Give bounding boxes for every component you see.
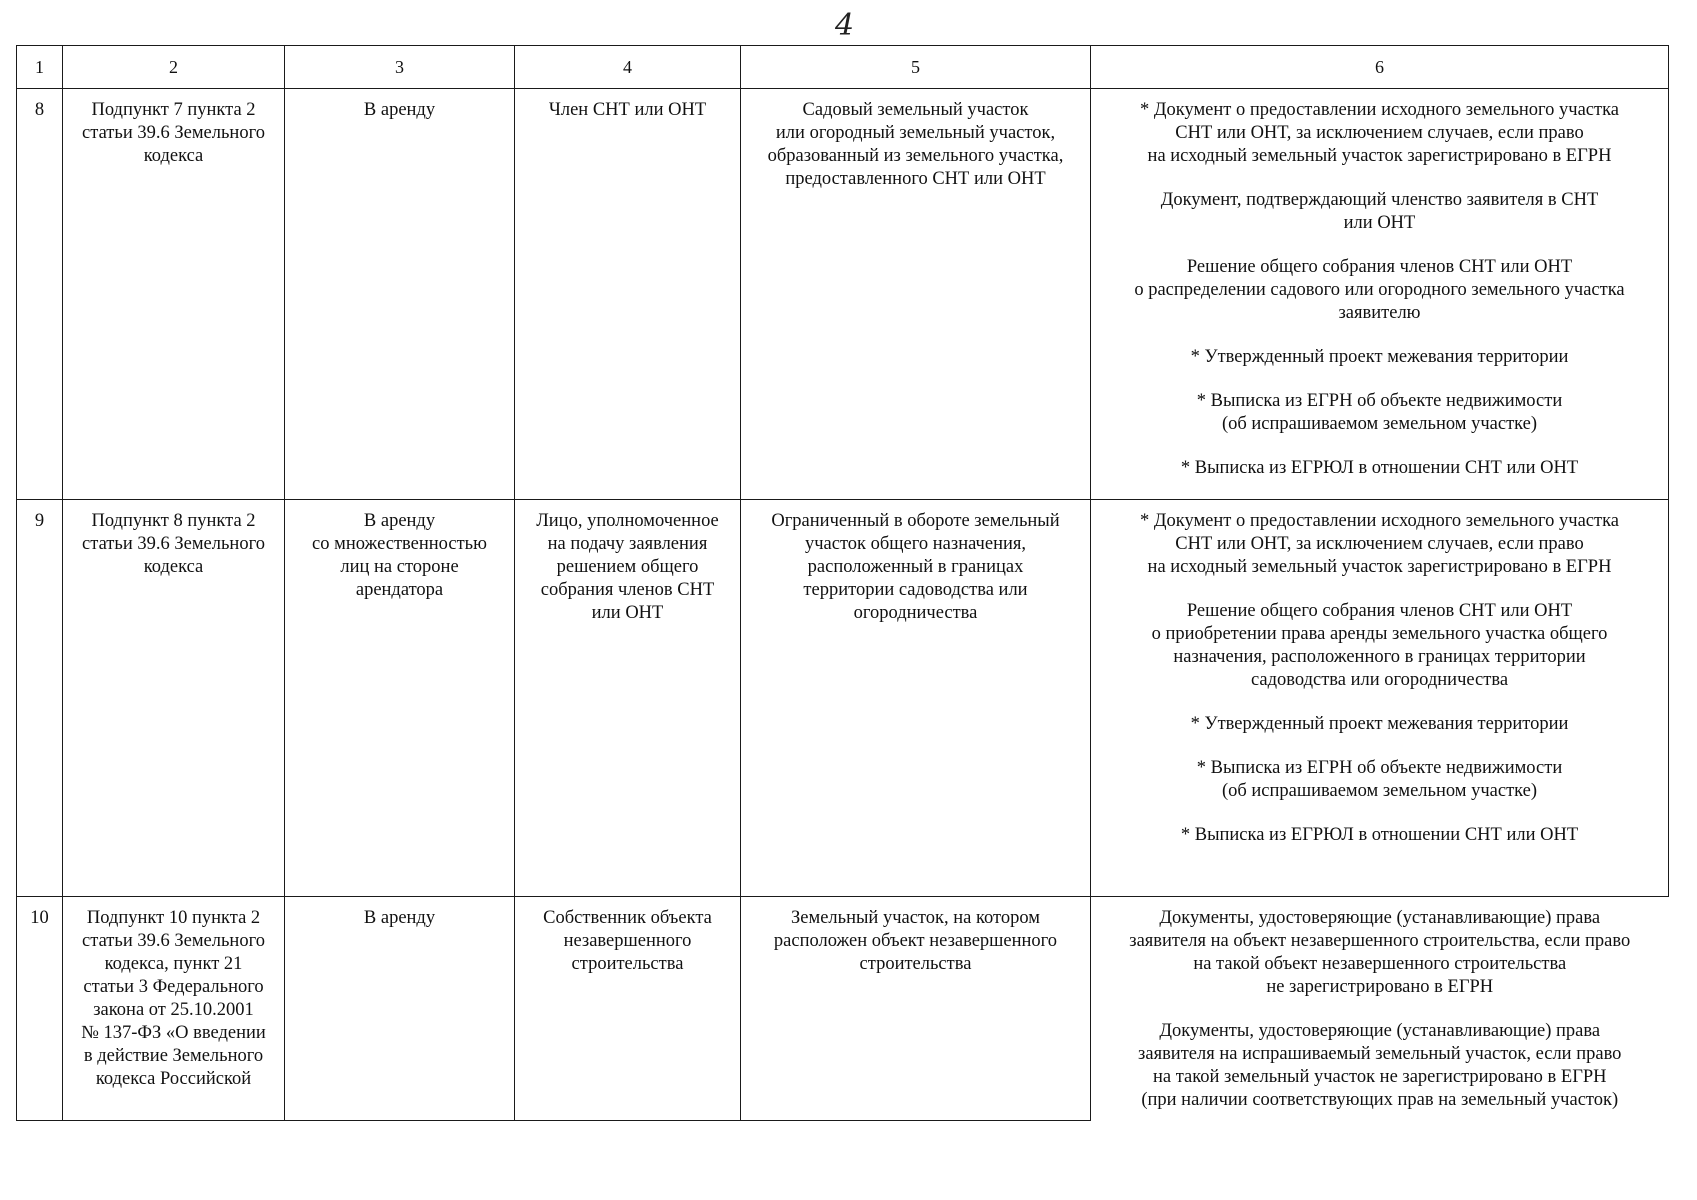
land-plot-cell: Ограниченный в обороте земельный участок общего назначения, расположенный в границах территории садоводства или огородничества xyxy=(741,500,1091,897)
document-item: * Документ о предоставлении исходного земельного участка СНТ или ОНТ, за исключением случаев, если право на исходный земельный участок зарегистрировано в ЕГРН xyxy=(1139,100,1620,166)
document-item: Решение общего собрания членов СНТ или ОНТ о приобретении права аренды земельного участка общего назначения, расположенного в границах территории садоводства или огородничества xyxy=(1151,601,1608,690)
legal-basis-cell: Подпункт 8 пункта 2 статьи 39.6 Земельного кодекса xyxy=(63,500,285,897)
document-table xyxy=(16,45,1669,1121)
documents-cell xyxy=(1091,89,1669,500)
land-plot-cell: Земельный участок, на котором расположен объект незавершенного строительства xyxy=(741,897,1091,1121)
column-header: 3 xyxy=(285,46,515,89)
row-number: 8 xyxy=(17,89,63,500)
applicant-cell: Член СНТ или ОНТ xyxy=(515,89,741,500)
table-row xyxy=(17,89,1669,500)
right-type-cell: В аренду со множественностью лиц на стороне арендатора xyxy=(285,500,515,897)
document-item: * Утвержденный проект межевания территории xyxy=(1190,714,1569,734)
document-item: * Документ о предоставлении исходного земельного участка СНТ или ОНТ, за исключением случаев, если право на исходный земельный участок зарегистрировано в ЕГРН xyxy=(1139,511,1620,577)
applicant-cell: Лицо, уполномоченное на подачу заявления решением общего собрания членов СНТ или ОНТ xyxy=(515,500,741,897)
document-item: * Выписка из ЕГРЮЛ в отношении СНТ или ОНТ xyxy=(1180,825,1579,845)
table-row xyxy=(17,897,1669,1121)
right-type-cell: В аренду xyxy=(285,89,515,500)
column-header: 1 xyxy=(17,46,63,89)
right-type-cell: В аренду xyxy=(285,897,515,1121)
row-number: 10 xyxy=(17,897,63,1121)
document-item: Решение общего собрания членов СНТ или ОНТ о распределении садового или огородного земельного участка заявителю xyxy=(1134,257,1625,323)
documents-cell xyxy=(1091,500,1669,897)
land-plot-cell: Садовый земельный участок или огородный земельный участок, образованный из земельного участка, предоставленного СНТ или ОНТ xyxy=(741,89,1091,500)
column-header: 2 xyxy=(63,46,285,89)
document-item: Документы, удостоверяющие (устанавливающие) права заявителя на испрашиваемый земельный участок, если право на такой земельный участок не зарегистрировано в ЕГРН (при наличии соответствующих прав на земельный участок) xyxy=(1138,1021,1622,1110)
row-number: 9 xyxy=(17,500,63,897)
document-item: * Выписка из ЕГРЮЛ в отношении СНТ или ОНТ xyxy=(1180,458,1579,478)
header-row xyxy=(17,46,1669,89)
document-item: Документы, удостоверяющие (устанавливающие) права заявителя на объект незавершенного строительства, если право на такой объект незавершенного строительства не зарегистрировано в ЕГРН xyxy=(1129,908,1631,997)
document-item: * Выписка из ЕГРН об объекте недвижимости (об испрашиваемом земельном участке) xyxy=(1196,758,1563,801)
column-header: 6 xyxy=(1091,46,1669,89)
document-item: * Выписка из ЕГРН об объекте недвижимости (об испрашиваемом земельном участке) xyxy=(1196,391,1563,434)
documents-cell xyxy=(1091,897,1669,1121)
column-header: 4 xyxy=(515,46,741,89)
legal-basis-cell: Подпункт 10 пункта 2 статьи 39.6 Земельного кодекса, пункт 21 статьи 3 Федерального закона от 25.10.2001 № 137-ФЗ «О введении в действие Земельного кодекса Российской xyxy=(63,897,285,1121)
document-item: * Утвержденный проект межевания территории xyxy=(1190,347,1569,367)
applicant-cell: Собственник объекта незавершенного строительства xyxy=(515,897,741,1121)
document-item: Документ, подтверждающий членство заявителя в СНТ или ОНТ xyxy=(1160,190,1599,233)
page-number: 4 xyxy=(835,8,855,43)
column-header: 5 xyxy=(741,46,1091,89)
legal-basis-cell: Подпункт 7 пункта 2 статьи 39.6 Земельного кодекса xyxy=(63,89,285,500)
table-row xyxy=(17,500,1669,897)
